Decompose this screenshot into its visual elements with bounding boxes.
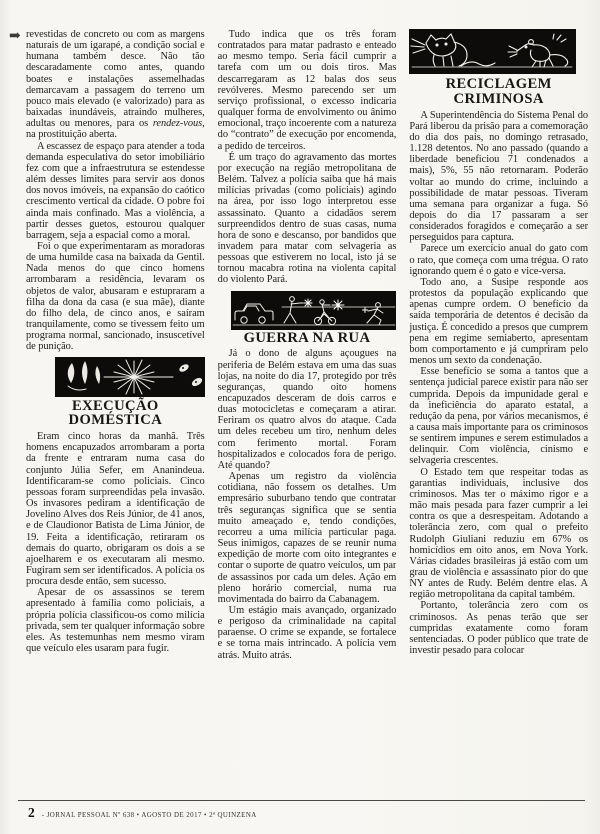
body-paragraph: A Superintendência do Sistema Penal do Pará liberou da prisão para a comemoração do dia dos pais, no domingo retrasado, 1.128 detentos. No ano passado (quando a liberdade beneficiou 71 condenados a mais), 5%, 55 não retornaram. Poderão voltar ao mundo do crime, incluindo a possibilidade de matar pessoas. Tiveram uma semana para organizar a fuga. Só depois do dia 17 passaram a ser considerados foragidos e começarão a ser perseguidos para captura. xyxy=(409,109,589,244)
body-paragraph: Foi o que experimentaram as moradoras de uma humilde casa na baixada da Gentil. Nada menos do que cinco homens arrombaram a residência, levaram os objetos de valor, abusaram e estupraram a filha da dona da casa (e sua mãe), diante do filho dela, de cinco anos, e saíram tranquilamente, como se tivessem feito um programa normal, sancionado, insuscetível de punição. xyxy=(26,240,205,353)
body-paragraph xyxy=(26,29,205,141)
article-headline-reciclagem-criminosa xyxy=(409,77,588,107)
continuation-arrow-icon: ➡ xyxy=(9,29,21,44)
body-paragraph: A escassez de espaço para atender a toda demanda especulativa do setor imobiliário fez com que a infraestrutura se estendesse além desses limites para servir aos donos dos novos imóveis, na expansão do caótico crescimento vertical da cidade. O pobre foi ainda mais confinado. Mas a violência, a partir desses guetos, estourou qualquer barragem, seja a espacial como a moral. xyxy=(26,140,205,241)
execution-scene-illustration xyxy=(56,358,205,396)
article-columns xyxy=(26,29,588,793)
column-1 xyxy=(26,29,205,793)
headline-line: RECICLAGEM xyxy=(445,76,552,92)
body-paragraph: Todo ano, a Susipe responde aos protestos da população explicando que apenas cumpre ordem. O benefício da saída temporária de detentos é decisão da justiça. É concedido a presos que cumprem pena em regime semiaberto, apresentam bom comportamento e já cumpriram pelo menos um sexto da condenação. xyxy=(409,276,589,367)
body-paragraph: Apenas um registro da violência cotidiana, não fossem os detalhes. Um empresário suburbano tendo que contratar três seguranças significa que se sentia muito ameaçado e, tendo condições, recorreu a uma milícia particular paga. Seus inimigos, capazes de se reunir numa expedição de morte com oito integrantes e contar o suporte de quatro veículos, um par de assassinos por cada um deles. Ação em pleno horário comercial, numa rua movimentada do bairro da Cabanagem. xyxy=(217,471,397,605)
street-shootout-illustration xyxy=(232,292,396,329)
body-paragraph: Esse benefício se soma a tantos que a sentença judicial parece existir para não ser cumprida. Depois da impunidade geral e da ineficiência do aparato estatal, a redução da pena, por vários mecanismos, é a causa mais importante para os criminosos se sentirem impunes e serem estimulados a delinquir. Com violência, cinismo e selvageria crescentes. xyxy=(409,366,589,467)
body-paragraph: É um traço do agravamento das mortes por execução na região metropolitana de Belém. Talvez a polícia saiba que há mais milícias privadas (como policiais) agindo na área, por isso logo interpretou esse assassinato. Quanto a cidadãos serem surpreendidos dentro de suas casas, numa hora de sono e descanso, por bandidos que invadem para matar com selvageria as pessoas que estiverem no local, isto já se tornou macabra rotina na violenta capital do violento Pará. xyxy=(217,151,397,286)
article-headline-execucao-domestica xyxy=(26,399,205,429)
body-paragraph: Parece um exercício anual do gato com o rato, que começa com uma trégua. O rato ignorando quem é o gato e vice-versa. xyxy=(409,243,589,277)
column-3 xyxy=(409,29,588,793)
body-paragraph: Já o dono de alguns açougues na periferia de Belém estava em uma das suas lojas, na noite do dia 17, protegido por três seguranças, quando oito homens encapuzados desceram de dois carros e duas motocicletas e começaram a atirar. Feriram os quatro alvos do ataque. Cada um deles recebeu um tiro, nenhum deles com ferimento mortal. Foram hospitalizados e colocados fora de perigo. Até quando? xyxy=(217,348,397,471)
footer-divider xyxy=(18,800,585,801)
page-number: 2 xyxy=(28,805,35,820)
body-paragraph: Portanto, tolerância zero com os criminosos. As penas terão que ser cumpridas exatamente como foram sentenciadas. O poder público que trate de investir pesado para colocar xyxy=(409,600,589,657)
paragraph-text: revestidas de concreto ou com as margens naturais de um igarapé, a condição social e humana também desce. Não tão descaradamente como antes, quando boates e instalações assemelhadas demarcavam a passagem do terreno um pouco mais elevado (e valorizado) para as baixadas inundáveis, atraindo mulheres, adultas ou menores, para os xyxy=(26,29,205,130)
column-2 xyxy=(218,29,397,793)
body-paragraph: Eram cinco horas da manhã. Três homens encapuzados arrombaram a porta da frente e entraram numa casa do conjunto Júlia Sefer, em Ananindeua. Identificaram-se como policiais. Cinco pessoas foram surpreendidas pela invasão. Os invasores pediram a identificação de Jovelino Alves dos Reis Júnior, de 41 anos, e de Claudionor Batista de Lima Júnior, de 19. Feita a identificação, retiraram os demais do quarto, obrigaram os dois a se ajoelharem e os executaram ali mesmo. Fugiram sem ser identificados. A polícia os procura desde então, sem sucesso. xyxy=(26,431,205,588)
italic-term: rendez-vous xyxy=(152,118,203,130)
cat-and-mouse-illustration xyxy=(409,30,575,73)
body-paragraph: O Estado tem que respeitar todas as garantias individuais, inclusive dos criminosos. Mas ter o máximo rigor e a mão mais pesada para fazer cumprir a lei contra os que a desrespeitam. Adotando a tolerância zero, com qual o prefeito Rudolph Giuliani reduziu em 67% os homicídios em oito anos, em Nova York. Várias cidades brasileiras já estão com um grau de violência e assassinato pior do que NY antes de Rudy. Belém dentre elas. A região metropolitana da capital também. xyxy=(409,466,589,601)
paragraph-text: , na prostituição aberta. xyxy=(26,118,205,141)
page-footer xyxy=(28,805,257,821)
headline-line: DOMÉSTICA xyxy=(68,412,163,429)
body-paragraph: Apesar de os assassinos se terem apresentado à família como policiais, a própria polícia classificou-os como milícia privada, sem ter qualquer informação sobre eles. As testemunhas nem mesmo viram que veículo eles usaram para fugir. xyxy=(26,587,205,655)
issue-line: - JORNAL PESSOAL Nº 638 • AGOSTO DE 2017 • 2ª QUINZENA xyxy=(41,812,257,819)
headline-line: EXECUÇÃO xyxy=(71,397,159,414)
body-paragraph: Tudo indica que os três foram contratados para matar padrasto e enteado ao mesmo tempo. Seria fácil cumprir a tarefa com um ou dois tiros. Mas descarregaram as 12 balas dos seus revólveres. Mesmo parecendo ser um serviço profissional, o excesso indicaria qualquer forma de envolvimento ou ânimo emocional, traço incoerente com a natureza do “contrato” de execução por encomenda, a pedido de terceiros. xyxy=(217,29,397,152)
headline-line: CRIMINOSA xyxy=(453,90,544,107)
body-paragraph: Um estágio mais avançado, organizado e perigoso da criminalidade na capital paraense. O crime se expande, se fortalece e se torna mais intrincado. A polícia vem atrás. Muito atrás. xyxy=(217,604,397,661)
article-headline-guerra-na-rua: GUERRA NA RUA xyxy=(243,329,371,346)
